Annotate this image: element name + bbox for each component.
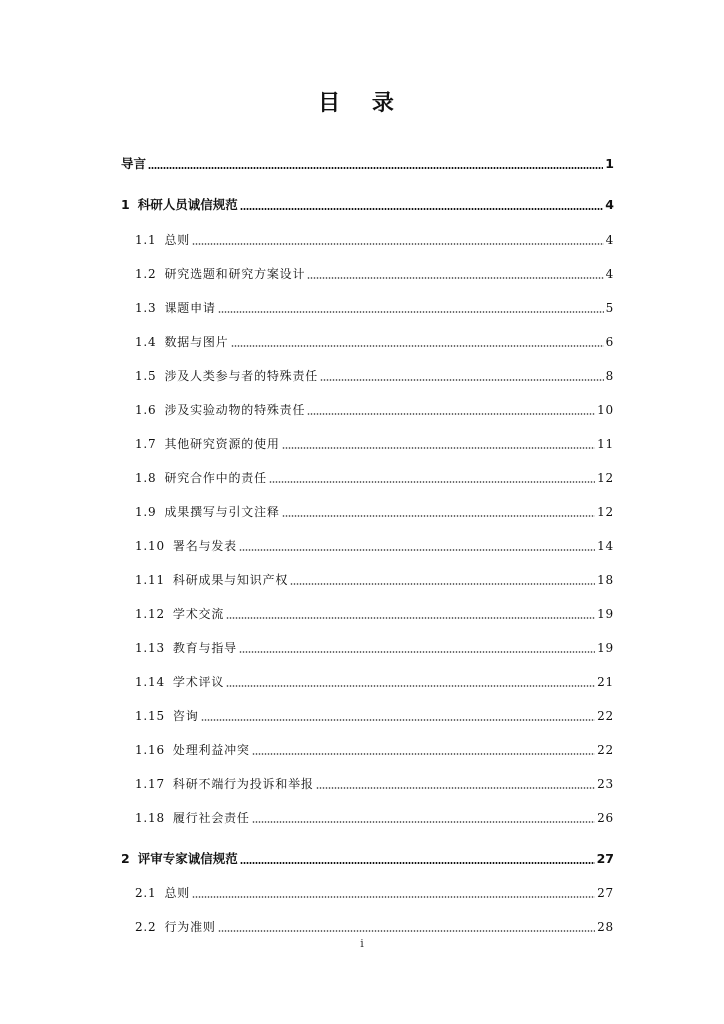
toc-entry-page: 23: [597, 777, 614, 791]
toc-entry-page: 12: [597, 505, 614, 519]
toc-entry-page: 26: [597, 811, 614, 825]
dot-leader: [239, 549, 595, 551]
dot-leader: [218, 930, 595, 932]
toc-entry-label: 数据与图片: [164, 335, 229, 349]
toc-entry[interactable]: [121, 191, 614, 213]
toc-entry-label: 科研不端行为投诉和举报: [172, 777, 314, 791]
toc-entry-page: 11: [597, 437, 614, 451]
toc-entry-number: 1.13: [135, 641, 165, 655]
toc-entry[interactable]: [135, 600, 614, 622]
dot-leader: [239, 651, 595, 653]
toc-entry-number: 1.11: [135, 573, 165, 587]
toc-entry-label: 署名与发表: [172, 539, 237, 553]
toc-entry-number: 1.18: [135, 811, 165, 825]
toc-entry[interactable]: [121, 845, 614, 867]
toc-entry-page: 5: [605, 301, 614, 315]
toc-entry[interactable]: [135, 396, 614, 418]
toc-entry-label: 教育与指导: [172, 641, 237, 655]
toc-entry-page: 19: [597, 641, 614, 655]
toc-entry-label: 研究合作中的责任: [164, 471, 267, 485]
dot-leader: [192, 896, 595, 898]
toc-entry[interactable]: [135, 260, 614, 282]
toc-entry-label: 总则: [164, 886, 191, 900]
toc-entry[interactable]: [135, 294, 614, 316]
dot-leader: [282, 447, 595, 449]
toc-entry-page: 10: [597, 403, 614, 417]
toc-entry[interactable]: [135, 879, 614, 901]
dot-leader: [201, 719, 596, 721]
dot-leader: [148, 167, 603, 169]
toc-entry[interactable]: [135, 430, 614, 452]
dot-leader: [307, 277, 603, 279]
toc-entry[interactable]: [135, 804, 614, 826]
toc-entry[interactable]: [135, 226, 614, 248]
toc-entry-number: 1.14: [135, 675, 165, 689]
dot-leader: [269, 481, 595, 483]
toc-entry-number: 1.17: [135, 777, 165, 791]
toc-entry-number: 1.15: [135, 709, 165, 723]
toc-entry[interactable]: [135, 913, 614, 935]
toc-entry-label: 科研成果与知识产权: [172, 573, 289, 587]
toc-entry-number: 2: [121, 851, 130, 866]
toc-entry-label: 学术评议: [172, 675, 225, 689]
toc-entry[interactable]: [135, 498, 614, 520]
toc-entry-label: 成果撰写与引文注释: [164, 505, 280, 519]
toc-entry-number: 2.1: [135, 886, 157, 900]
toc-entry-label: 学术交流: [172, 607, 225, 621]
dot-leader: [320, 379, 603, 381]
toc-entry-page: 19: [597, 607, 614, 621]
toc-entry-page: 12: [597, 471, 614, 485]
page-number: i: [360, 937, 364, 950]
toc-entry-label: 涉及实验动物的特殊责任: [164, 403, 306, 417]
toc-entry[interactable]: [121, 150, 614, 172]
toc-entry-number: 1.5: [135, 369, 157, 383]
dot-leader: [231, 345, 604, 347]
toc-entry-label: 行为准则: [164, 920, 216, 934]
toc-entry[interactable]: [135, 464, 614, 486]
toc-entry[interactable]: [135, 532, 614, 554]
toc-entry-label: 履行社会责任: [172, 811, 250, 825]
toc-entry[interactable]: [135, 634, 614, 656]
toc-entry-page: 22: [597, 709, 614, 723]
toc-entry-label: 研究选题和研究方案设计: [164, 267, 306, 281]
toc-entry[interactable]: [135, 736, 614, 758]
dot-leader: [240, 862, 595, 864]
dot-leader: [252, 821, 595, 823]
dot-leader: [218, 311, 604, 313]
dot-leader: [226, 617, 595, 619]
dot-leader: [252, 753, 595, 755]
dot-leader: [192, 243, 603, 245]
toc-entry-page: 18: [597, 573, 614, 587]
dot-leader: [316, 787, 595, 789]
toc-entry[interactable]: [135, 362, 614, 384]
toc-entry-page: 28: [597, 920, 614, 934]
toc-entry[interactable]: [135, 668, 614, 690]
toc-entry[interactable]: [135, 702, 614, 724]
toc-entry-label: 其他研究资源的使用: [164, 437, 280, 451]
toc-entry-page: 21: [597, 675, 614, 689]
toc-entry-label: 总则: [164, 233, 191, 247]
toc-entry-page: 4: [605, 197, 614, 212]
toc-entry-number: 1.6: [135, 403, 157, 417]
toc-entry-number: 2.2: [135, 920, 157, 934]
toc-entry-label: 科研人员诚信规范: [137, 197, 238, 212]
toc-entry-page: 8: [605, 369, 614, 383]
dot-leader: [226, 685, 595, 687]
toc-entry[interactable]: [135, 328, 614, 350]
toc-entry-page: 14: [597, 539, 614, 553]
toc-entry-number: 1.7: [135, 437, 157, 451]
toc-entry[interactable]: [135, 770, 614, 792]
toc-entry-number: 1.2: [135, 267, 157, 281]
toc-entry-number: 1.3: [135, 301, 157, 315]
toc-entry-page: 27: [597, 886, 614, 900]
toc-entry-page: 4: [605, 233, 614, 247]
toc-entry-number: 1.16: [135, 743, 165, 757]
toc-entry-label: 导言: [121, 156, 147, 171]
toc-entry[interactable]: [135, 566, 614, 588]
toc-entry-number: 1.1: [135, 233, 157, 247]
toc-entry-label: 处理利益冲突: [172, 743, 250, 757]
toc-entry-number: 1.8: [135, 471, 157, 485]
dot-leader: [282, 515, 595, 517]
toc-entry-label: 课题申请: [164, 301, 216, 315]
toc-entry-label: 涉及人类参与者的特殊责任: [164, 369, 319, 383]
toc-entry-page: 6: [605, 335, 614, 349]
dot-leader: [290, 583, 595, 585]
toc-entry-label: 评审专家诚信规范: [137, 851, 238, 866]
toc-entry-page: 4: [605, 267, 614, 281]
toc-entry-label: 咨询: [172, 709, 199, 723]
toc-entry-number: 1.4: [135, 335, 157, 349]
toc-entry-number: 1.10: [135, 539, 165, 553]
dot-leader: [240, 208, 604, 210]
page-title: 目 录: [318, 91, 406, 116]
toc-entry-number: 1: [121, 197, 130, 212]
dot-leader: [307, 413, 595, 415]
toc-entry-page: 27: [596, 851, 614, 866]
toc-entry-number: 1.9: [135, 505, 157, 519]
toc-entry-page: 1: [605, 156, 614, 171]
toc-entry-number: 1.12: [135, 607, 165, 621]
toc-entry-page: 22: [597, 743, 614, 757]
